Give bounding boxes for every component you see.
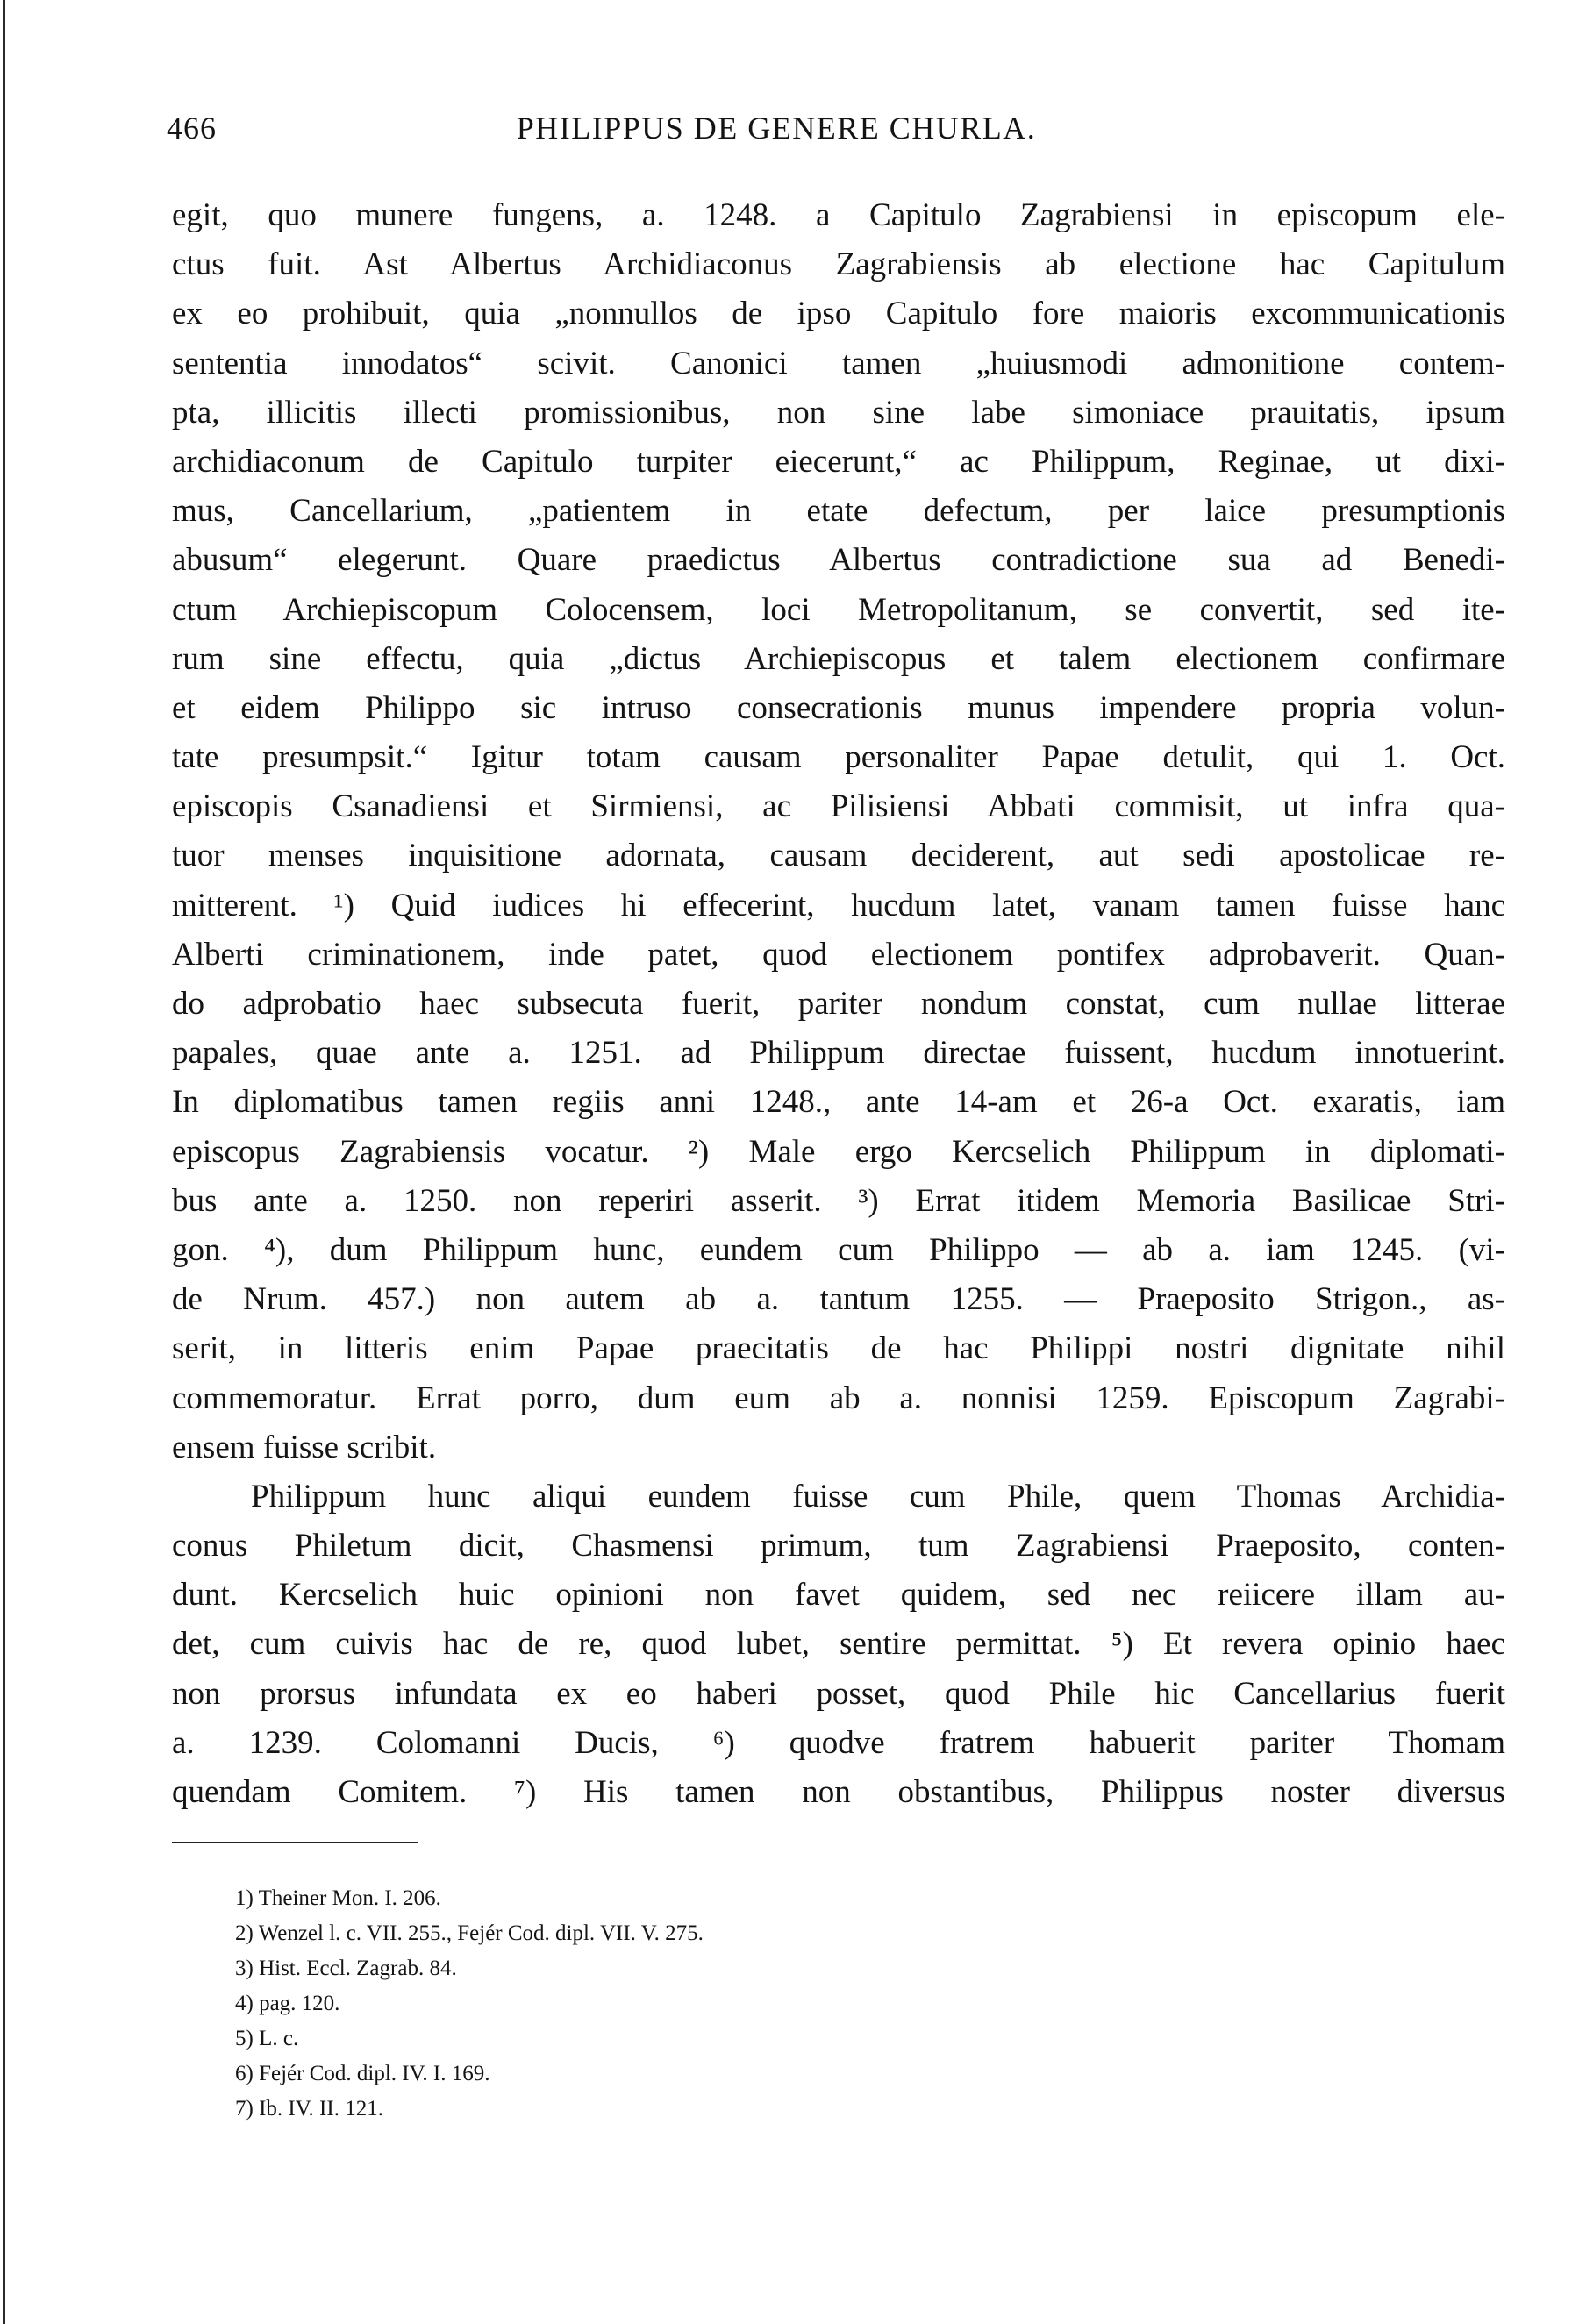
text-line: tuor menses inquisitione adornata, causam deciderent, aut sedi apostolicae re- <box>172 838 1505 874</box>
text-line: mitterent. ¹) Quid iudices hi effecerint, hucdum latet, vanam tamen fuisse hanc <box>172 887 1505 923</box>
text-line: det, cum cuivis hac de re, quod lubet, sentire permittat. ⁵) Et revera opinio haec <box>172 1626 1505 1663</box>
footnote: 6) Fejér Cod. dipl. IV. I. 169. <box>235 2062 490 2085</box>
footnote: 5) L. c. <box>235 2027 299 2050</box>
footnote: 7) Ib. IV. II. 121. <box>235 2097 383 2121</box>
main-text <box>172 191 1505 1817</box>
text-line: Alberti criminationem, inde patet, quod electionem pontifex adprobaverit. Quan- <box>172 936 1505 973</box>
text-line: quendam Comitem. ⁷) His tamen non obstantibus, Philippus noster diversus <box>172 1774 1505 1810</box>
text-line: et eidem Philippo sic intruso consecrationis munus impendere propria volun- <box>172 689 1505 726</box>
scan-edge-shadow <box>3 0 5 2324</box>
footnote: 1) Theiner Mon. I. 206. <box>235 1886 441 1910</box>
text-line: ensem fuisse scribit. <box>172 1429 437 1465</box>
text-line: conus Philetum dicit, Chasmensi primum, tum Zagrabiensi Praeposito, conten- <box>172 1528 1505 1565</box>
text-line: dunt. Kercselich huic opinioni non favet quidem, sed nec reiicere illam au- <box>172 1577 1505 1614</box>
text-line: ctum Archiepiscopum Colocensem, loci Metropolitanum, se convertit, sed ite- <box>172 591 1505 628</box>
text-line: abusum“ elegerunt. Quare praedictus Albertus contradictione sua ad Benedi- <box>172 542 1505 579</box>
text-line: papales, quae ante a. 1251. ad Philippum directae fuissent, hucdum innotuerint. <box>172 1035 1505 1072</box>
text-line: serit, in litteris enim Papae praecitatis de hac Philippi nostri dignitate nihil <box>172 1330 1505 1367</box>
text-line: gon. ⁴), dum Philippum hunc, eundem cum Philippo — ab a. iam 1245. (vi- <box>172 1231 1505 1268</box>
text-line: pta, illicitis illecti promissionibus, non sine labe simoniace prauitatis, ipsum <box>172 394 1505 431</box>
text-line: rum sine effectu, quia „dictus Archiepiscopus et talem electionem confirmare <box>172 640 1505 677</box>
footnote: 2) Wenzel l. c. VII. 255., Fejér Cod. dipl. VII. V. 275. <box>235 1921 704 1945</box>
footnote-separator <box>172 1842 418 1843</box>
text-line: de Nrum. 457.) non autem ab a. tantum 1255. — Praeposito Strigon., as- <box>172 1281 1505 1318</box>
text-line: commemoratur. Errat porro, dum eum ab a. nonnisi 1259. Episcopum Zagrabi- <box>172 1379 1505 1416</box>
text-line: sententia innodatos“ scivit. Canonici tamen „huiusmodi admonitione contem- <box>172 345 1505 381</box>
text-line: mus, Cancellarium, „patientem in etate defectum, per laice presumptionis <box>172 493 1505 530</box>
text-line: do adprobatio haec subsecuta fuerit, pariter nondum constat, cum nullae litterae <box>172 986 1505 1022</box>
text-line: ex eo prohibuit, quia „nonnullos de ipso Capitulo fore maioris excommunicationis <box>172 296 1505 332</box>
text-line: tate presumpsit.“ Igitur totam causam personaliter Papae detulit, qui 1. Oct. <box>172 739 1505 776</box>
running-title: PHILIPPUS DE GENERE CHURLA. <box>516 110 1037 146</box>
text-line: Philippum hunc aliqui eundem fuisse cum Phile, quem Thomas Archidia- <box>251 1478 1505 1515</box>
page-number: 466 <box>167 110 217 146</box>
text-line: episcopis Csanadiensi et Sirmiensi, ac Pilisiensi Abbati commisit, ut infra qua- <box>172 788 1505 825</box>
footnote: 3) Hist. Eccl. Zagrab. 84. <box>235 1957 457 1980</box>
text-line: In diplomatibus tamen regiis anni 1248., ante 14-am et 26-a Oct. exaratis, iam <box>172 1084 1505 1121</box>
footnote: 4) pag. 120. <box>235 1992 340 2015</box>
text-line: bus ante a. 1250. non reperiri asserit. ³) Errat itidem Memoria Basilicae Stri- <box>172 1182 1505 1219</box>
footnotes <box>235 1881 1025 2127</box>
text-line: episcopus Zagrabiensis vocatur. ²) Male ergo Kercselich Philippum in diplomati- <box>172 1133 1505 1170</box>
text-line: egit, quo munere fungens, a. 1248. a Capitulo Zagrabiensi in episcopum ele- <box>172 197 1505 233</box>
text-line: non prorsus infundata ex eo haberi posset, quod Phile hic Cancellarius fuerit <box>172 1675 1505 1712</box>
text-line: ctus fuit. Ast Albertus Archidiaconus Zagrabiensis ab electione hac Capitulum <box>172 246 1505 283</box>
text-line: a. 1239. Colomanni Ducis, ⁶) quodve fratrem habuerit pariter Thomam <box>172 1724 1505 1761</box>
text-line: archidiaconum de Capitulo turpiter eiecerunt,“ ac Philippum, Reginae, ut dixi- <box>172 443 1505 480</box>
